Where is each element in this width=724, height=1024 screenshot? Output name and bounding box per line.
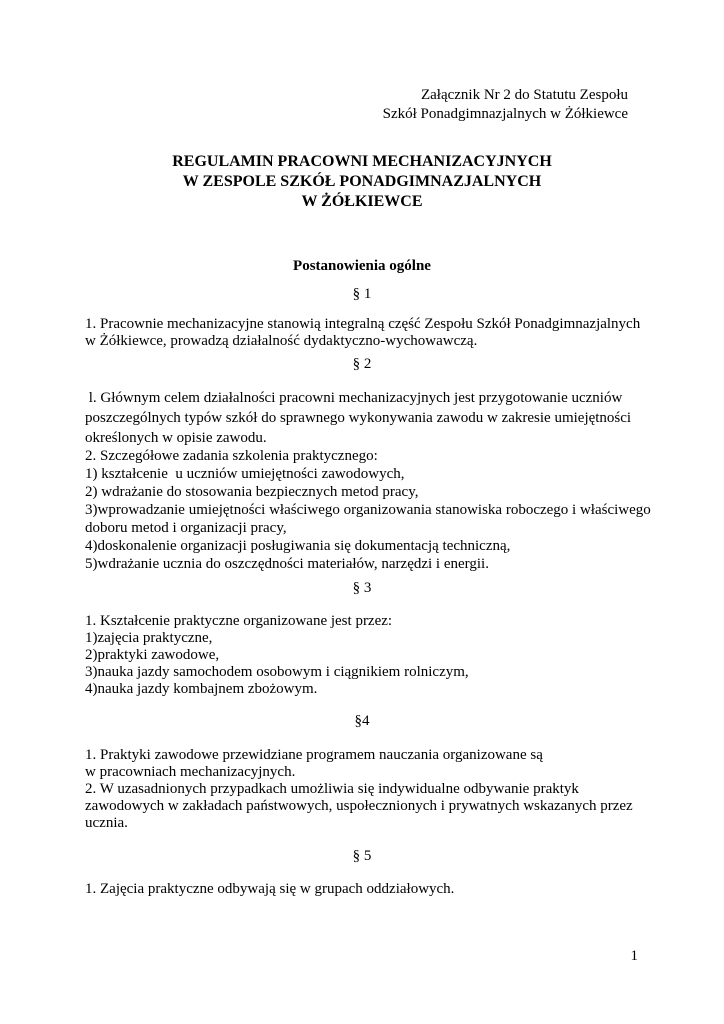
- section-4-line: 1. Praktyki zawodowe przewidziane programem nauczania organizowane są: [85, 747, 543, 763]
- section-2-mark: § 2: [352, 356, 372, 372]
- section-2-body: [85, 389, 651, 573]
- section-4-line: w pracowniach mechanizacyjnych.: [85, 764, 296, 780]
- section-4-mark: §4: [354, 713, 370, 729]
- section-2-line: 2. Szczegółowe zadania szkolenia praktycznego:: [85, 448, 378, 464]
- document-title: [0, 152, 724, 212]
- annex-line-1: Załącznik Nr 2 do Statutu Zespołu: [420, 87, 628, 103]
- section-4-line: zawodowych w zakładach państwowych, uspołecznionych i prywatnych wskazanych przez: [85, 798, 633, 814]
- title-line-3: W ŻÓŁKIEWCE: [301, 193, 423, 210]
- section-1-mark: § 1: [352, 286, 372, 302]
- section-3-body: [85, 613, 645, 698]
- section-5-line: 1. Zajęcia praktyczne odbywają się w grupach oddziałowych.: [85, 881, 455, 897]
- title-line-1: REGULAMIN PRACOWNI MECHANIZACYJNYCH: [172, 153, 552, 170]
- section-1-body: [85, 316, 645, 350]
- section-2-line: l. Głównym celem działalności pracowni mechanizacyjnych jest przygotowanie uczniów: [85, 390, 623, 406]
- page-number: 1: [630, 948, 638, 964]
- section-1-line: 1. Pracownie mechanizacyjne stanowią integralną część Zespołu Szkół Ponadgimnazjalnych: [85, 316, 641, 332]
- section-3-line: 4)nauka jazdy kombajnem zbożowym.: [85, 681, 318, 697]
- section-3-line: 1)zajęcia praktyczne,: [85, 630, 213, 646]
- section-4-line: 2. W uzasadnionych przypadkach umożliwia się indywidualne odbywanie praktyk: [85, 781, 579, 797]
- section-2-line: 2) wdrażanie do stosowania bezpiecznych metod pracy,: [85, 484, 419, 500]
- annex-note: [383, 86, 628, 124]
- section-3-line: 1. Kształcenie praktyczne organizowane jest przez:: [85, 613, 393, 629]
- section-3-line: 2)praktyki zawodowe,: [85, 647, 220, 663]
- section-5-mark: § 5: [352, 848, 372, 864]
- section-1-line: w Żółkiewce, prowadzą działalność dydaktyczno-wychowawczą.: [85, 333, 478, 349]
- section-2-line: określonych w opisie zawodu.: [85, 430, 267, 446]
- section-2-line: 5)wdrażanie ucznia do oszczędności materiałów, narzędzi i energii.: [85, 556, 489, 572]
- section-3-mark: § 3: [352, 580, 372, 596]
- section-4-line: ucznia.: [85, 815, 128, 831]
- title-line-2: W ZESPOLE SZKÓŁ PONADGIMNAZJALNYCH: [182, 173, 542, 190]
- section-2-line: 1) kształcenie u uczniów umiejętności zawodowych,: [85, 466, 405, 482]
- section-2-line: 4)doskonalenie organizacji posługiwania się dokumentacją techniczną,: [85, 538, 511, 554]
- section-3-line: 3)nauka jazdy samochodem osobowym i ciągnikiem rolniczym,: [85, 664, 469, 680]
- section-2-line: 3)wprowadzanie umiejętności właściwego organizowania stanowiska roboczego i właściwego: [85, 502, 651, 518]
- section-4-body: [85, 747, 645, 832]
- section-2-line: poszczególnych typów szkół do sprawnego wykonywania zawodu w zakresie umiejętności: [85, 410, 632, 426]
- annex-line-2: Szkół Ponadgimnazjalnych w Żółkiewce: [382, 106, 628, 122]
- section-2-line: doboru metod i organizacji pracy,: [85, 520, 287, 536]
- section-5-body: [85, 881, 645, 898]
- general-provisions-heading: Postanowienia ogólne: [293, 258, 431, 274]
